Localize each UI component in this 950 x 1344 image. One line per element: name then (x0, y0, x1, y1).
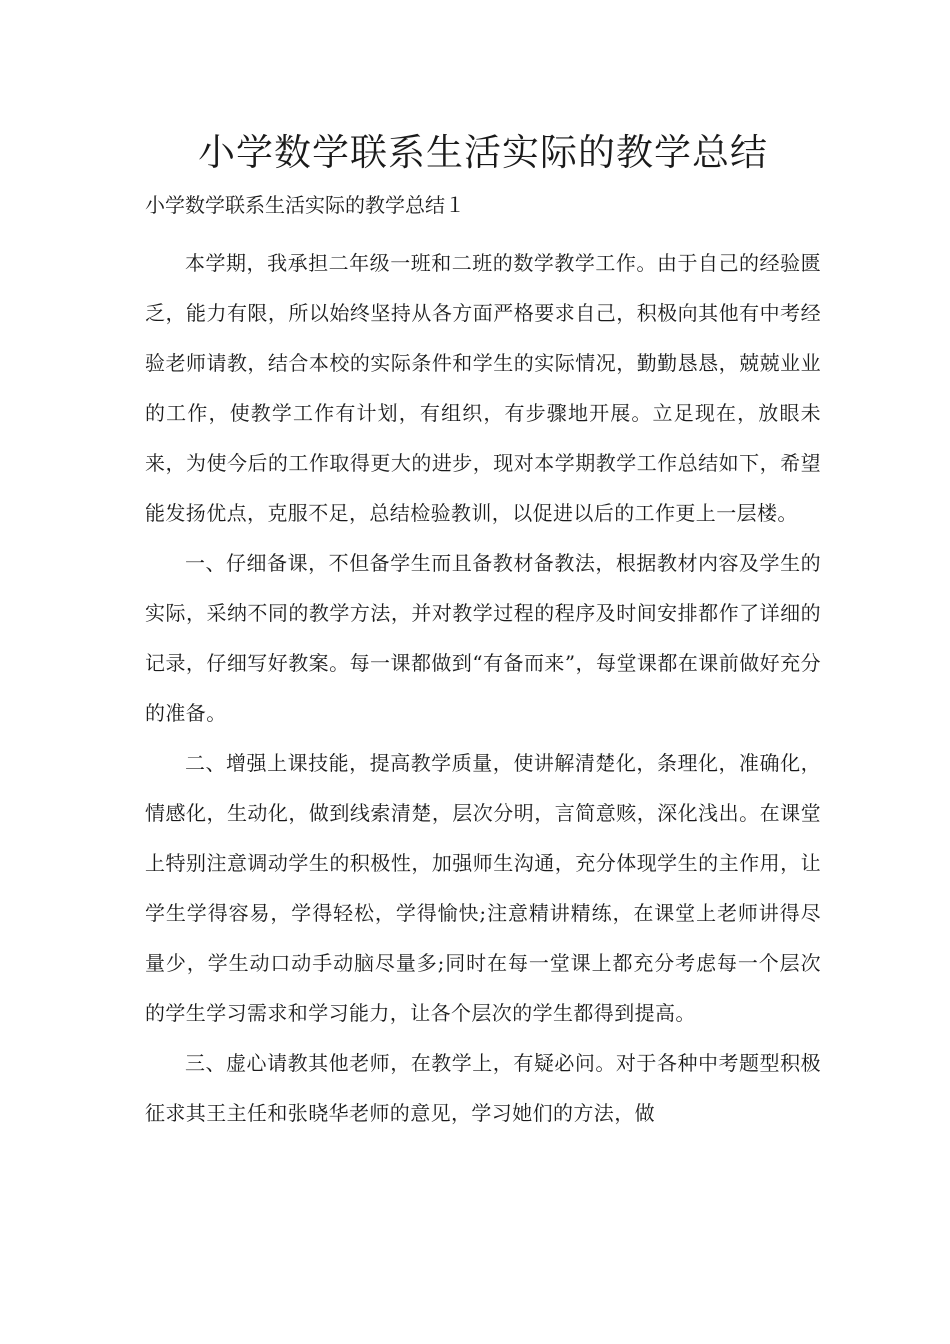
document-subtitle: 小学数学联系生活实际的教学总结１ (145, 193, 465, 217)
document-page (145, 118, 821, 1138)
document-title: 小学数学联系生活实际的教学总结 (198, 131, 768, 174)
paragraph-intro: 本学期，我承担二年级一班和二班的数学教学工作。由于自己的经验匮乏，能力有限，所以始终坚持从各方面严格要求自己，积极向其他有中考经验老师请教，结合本校的实际条件和学生的实际情况，勤勤恳恳，兢兢业业的工作，使教学工作有计划，有组织，有步骤地开展。立足现在，放眼未来，为使今后的工作取得更大的进步，现对本学期教学工作总结如下，希望能发扬优点，克服不足，总结检验教训，以促进以后的工作更上一层楼。 (145, 251, 821, 525)
paragraph-section-1: 一、仔细备课，不但备学生而且备教材备教法，根据教材内容及学生的实际，采纳不同的教学方法，并对教学过程的程序及时间安排都作了详细的记录，仔细写好教案。每一课都做到“有备而来”，每堂课都在课前做好充分的准备。 (145, 551, 821, 725)
paragraph-section-3: 三、虚心请教其他老师，在教学上，有疑必问。对于各种中考题型积极征求其王主任和张晓华老师的意见，学习她们的方法，做 (145, 1051, 821, 1125)
paragraph-section-2: 二、增强上课技能，提高教学质量，使讲解清楚化，条理化，准确化，情感化，生动化，做到线索清楚，层次分明，言简意赅，深化浅出。在课堂上特别注意调动学生的积极性，加强师生沟通，充分体现学生的主作用，让学生学得容易，学得轻松，学得愉快;注意精讲精练，在课堂上老师讲得尽量少，学生动口动手动脑尽量多;同时在每一堂课上都充分考虑每一个层次的学生学习需求和学习能力，让各个层次的学生都得到提高。 (145, 751, 821, 1025)
